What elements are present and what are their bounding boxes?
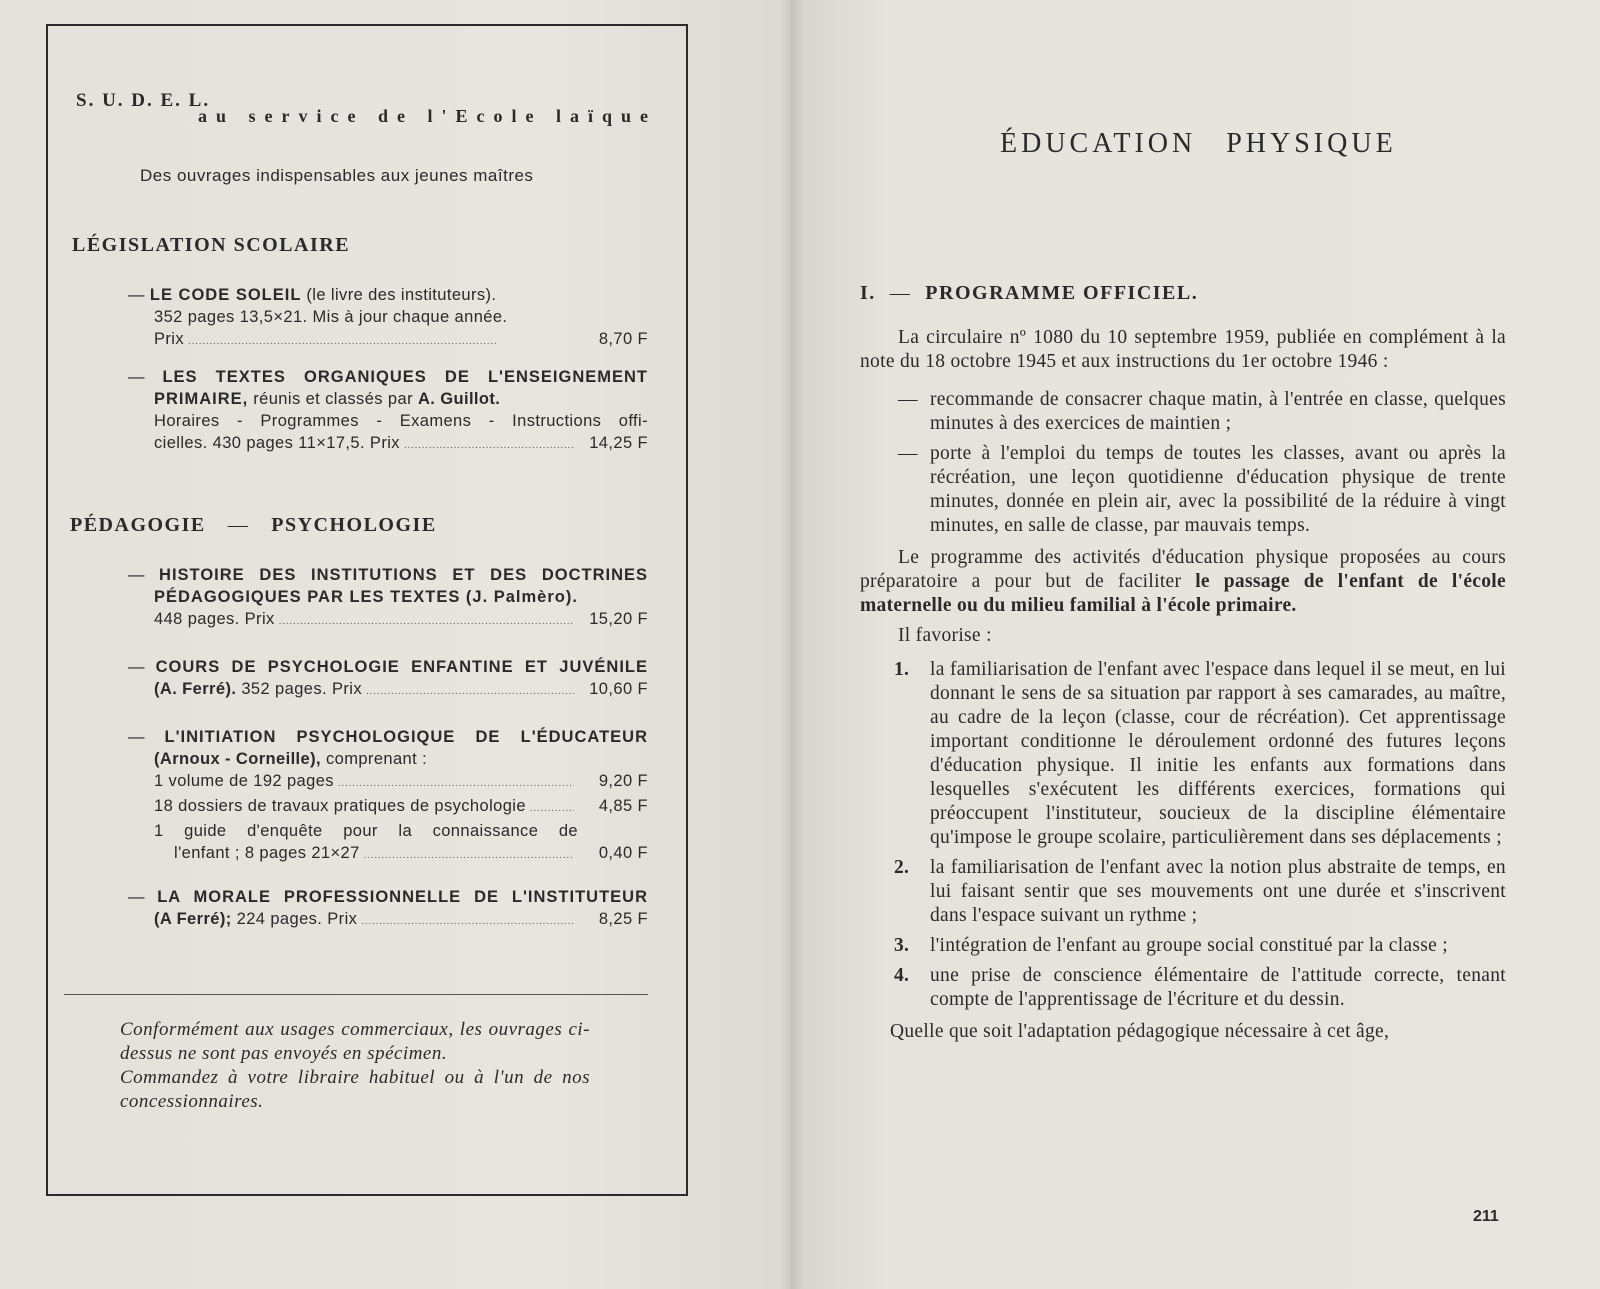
price-row: Prix . . . 8,70 F	[128, 328, 648, 353]
price-row: l'enfant ; 8 pages 21×27 . . . 0,40 F	[128, 842, 648, 867]
ad-footnote: Conformément aux usages commerciaux, les ouvrages ci-dessus ne sont pas envoyés en spécimen. Commandez à votre libraire habituel ou à l'un de nos concessionnaires.	[120, 1019, 590, 1112]
paragraph: La circulaire nº 1080 du 10 septembre 1959, publiée en complément à la note du 18 octobre 1945 et aux instructions du 1er octobre 1946 :	[860, 327, 1506, 372]
publisher-name: S. U. D. E. L.	[76, 90, 211, 111]
book-subtitle: (le livre des instituteurs).	[306, 286, 497, 304]
book-title: LA MORALE PROFESSIONNELLE DE L'INSTITUTEUR	[157, 888, 648, 906]
section-heading: I. — PROGRAMME OFFICIEL.	[860, 282, 1199, 304]
section-legislation: LÉGISLATION SCOLAIRE	[72, 234, 351, 256]
book-price: 8,25 F	[598, 910, 648, 928]
book-entry-textes-organiques: — LES TEXTES ORGANIQUES DE L'ENSEIGNEMENT PRIMAIRE, réunis et classés par A. Guillot. Horaires - Programmes - Examens - Instructions offi- cielles. 430 pages 11×17,5. Prix . . . 14,25 F	[128, 366, 648, 457]
price-row: 1 volume de 192 pages . . . 9,20 F	[128, 770, 648, 795]
list-item: — porte à l'emploi du temps de toutes les classes, avant ou après la récréation, une leçon quotidienne d'éducation physique de trente minutes, donnée en plein air, avec la possibilité de la réduire à vingt minutes, en salle de classe, par mauvais temps.	[898, 443, 1506, 536]
book-entry-cours-psychologie: — COURS DE PSYCHOLOGIE ENFANTINE ET JUVÉNILE (A. Ferré). 352 pages. Prix . . . 10,60 F	[128, 656, 648, 703]
list-item: 1. la familiarisation de l'enfant avec l'espace dans lequel il se meut, en lui donnant le sens de sa situation par rapport à ses camarades, au maître, au cadre de la leçon (classe, cour de récréation). Cet apprentissage important conditionne le déroulement ordonné des futures leçons d'éducation physique. Il initie les enfants aux formations dans lesquelles s'exécutent les différents exercices, formations qui préoccupent l'instituteur, soucieux de la discipline élémentaire qu'impose le groupe scolaire, particulièrement dans ses déplacements ;	[894, 659, 1506, 848]
book-title: HISTOIRE DES INSTITUTIONS ET DES DOCTRINES	[159, 566, 648, 584]
list-item: 4. une prise de conscience élémentaire de l'attitude correcte, tenant compte de l'apprentissage de l'écriture et du dessin.	[894, 965, 1506, 1010]
right-page	[790, 0, 1600, 1289]
book-author: (A Ferré);	[154, 910, 232, 928]
publisher-tagline: au service de l'Ecole laïque	[198, 106, 657, 126]
ad-intro: Des ouvrages indispensables aux jeunes maîtres	[140, 166, 534, 185]
book-entry-morale: — LA MORALE PROFESSIONNELLE DE L'INSTITUTEUR (A Ferré); 224 pages. Prix . . . 8,25 F	[128, 886, 648, 933]
paragraph: Il favorise :	[898, 625, 992, 646]
book-gutter	[780, 0, 804, 1289]
price-row: (A. Ferré). 352 pages. Prix . . . 10,60 F	[128, 678, 648, 703]
price-row: 18 dossiers de travaux pratiques de psychologie . . . 4,85 F	[128, 795, 648, 820]
left-page	[0, 0, 790, 1289]
price-row: 448 pages. Prix . . . 15,20 F	[128, 608, 648, 633]
divider	[64, 994, 648, 995]
book-author: (Arnoux - Corneille),	[154, 750, 321, 768]
advertisement-box	[46, 24, 688, 1196]
page-number: 211	[1473, 1208, 1499, 1225]
paragraph: Quelle que soit l'adaptation pédagogique nécessaire à cet âge,	[890, 1021, 1390, 1042]
book-entry-initiation: — L'INITIATION PSYCHOLOGIQUE DE L'ÉDUCATEUR (Arnoux - Corneille), comprenant : 1 volume de 192 pages . . . 9,20 F 18 dossiers de travaux pratiques de psychologie . . . 4,85 F 1 guide d'enquête pour la connaissance de l'enfant ; 8 pages 21×27 . . . 0,40 F	[128, 726, 648, 867]
book-title: LES TEXTES ORGANIQUES DE L'ENSEIGNEMENT	[162, 368, 648, 386]
body-text	[860, 326, 1506, 1044]
book-author: (A. Ferré).	[154, 680, 237, 698]
entry-dash: —	[128, 286, 145, 304]
section-pedagogie: PÉDAGOGIE — PSYCHOLOGIE	[70, 514, 437, 536]
book-price: 15,20 F	[589, 610, 648, 628]
book-price: 8,70 F	[598, 330, 648, 348]
book-details: 352 pages 13,5×21. Mis à jour chaque année.	[154, 308, 508, 326]
book-price: 14,25 F	[589, 434, 648, 452]
book-price: 10,60 F	[589, 680, 648, 698]
price-row: cielles. 430 pages 11×17,5. Prix . . . 14,25 F	[128, 432, 648, 457]
book-title: LE CODE SOLEIL	[149, 286, 302, 304]
paragraph: Le programme des activités d'éducation physique proposées au cours préparatoire a pour but de faciliter le passage de l'enfant de l'école maternelle ou du milieu familial à l'école primaire.	[860, 547, 1506, 616]
list-item: 2. la familiarisation de l'enfant avec la notion plus abstraite de temps, en lui faisant sentir que ses mouvements ont une durée et s'inscrivent dans l'espace suivant un rythme ;	[894, 857, 1506, 926]
list-item: 3. l'intégration de l'enfant au groupe social constitué par la classe ;	[894, 935, 1449, 956]
book-entry-histoire: — HISTOIRE DES INSTITUTIONS ET DES DOCTRINES PÉDAGOGIQUES PAR LES TEXTES (J. Palmèro). 448 pages. Prix . . . 15,20 F	[128, 564, 648, 633]
page-title: ÉDUCATION PHYSIQUE	[1000, 128, 1397, 159]
book-title: COURS DE PSYCHOLOGIE ENFANTINE ET JUVÉNILE	[155, 658, 648, 676]
book-entry-code-soleil	[128, 284, 648, 353]
book-author: A. Guillot.	[417, 390, 501, 408]
price-row: (A Ferré); 224 pages. Prix . . . 8,25 F	[128, 908, 648, 933]
list-item: — recommande de consacrer chaque matin, à l'entrée en classe, quelques minutes à des exercices de maintien ;	[898, 389, 1506, 434]
book-title: L'INITIATION PSYCHOLOGIQUE DE L'ÉDUCATEUR	[164, 728, 648, 746]
